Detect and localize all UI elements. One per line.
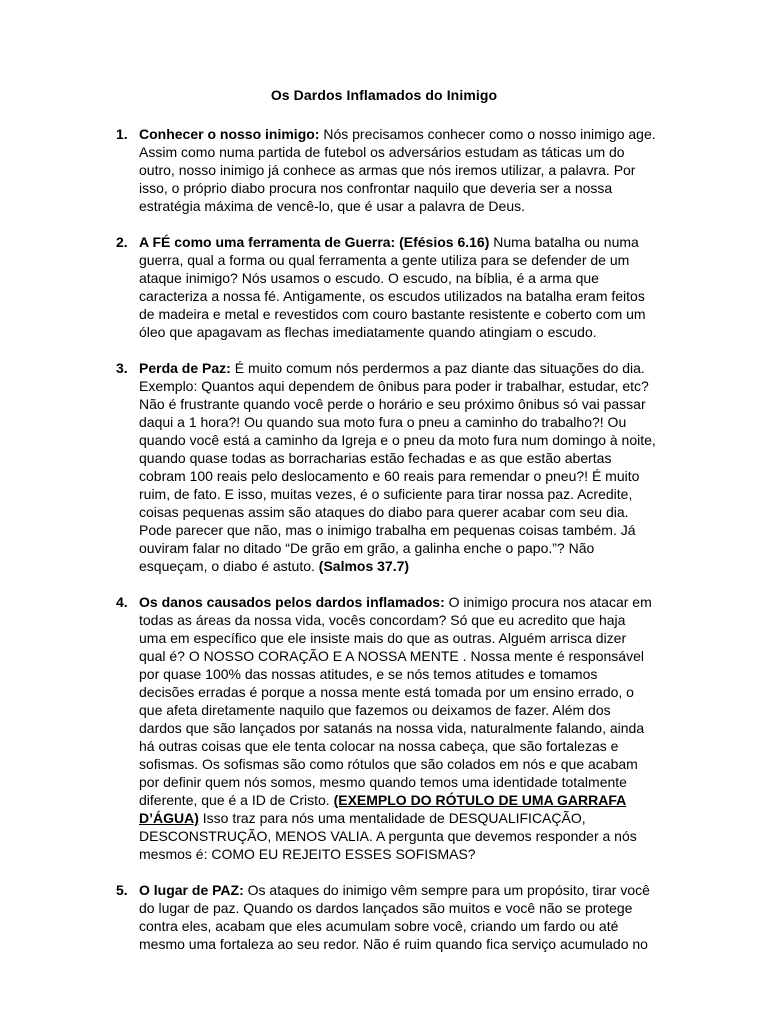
list-number: 5. [116,882,128,898]
underlined-example: (EXEMPLO DO RÓTULO DE UMA GARRAFA D’ÁGUA) [139,792,627,826]
list-item [0,125,768,215]
item-body: É muito comum nós perdermos a paz diante das situações do dia. Exemplo: Quantos aqui dependem de ônibus para poder ir trabalhar, estudar, etc? Não é frustrante quando você perde o horário e seu próximo ônibus só vai passar daqui a 1 hora?! Ou quando sua moto fura o pneu a caminho do trabalho?! Ou quando você está a caminho da Igreja e o pneu da moto fura num domingo à noite, quando quase todas as borracharias estão fechadas e as que estão abertas cobram 100 reais pelo deslocamento e 60 reais para remendar o pneu?! É muito ruim, de fato. E isso, muitas vezes, é o suficiente para tirar nossa paz. Acredite, coisas pequenas assim são ataques do diabo para querer acabar com seu dia. Pode parecer que não, mas o inimigo trabalha em pequenas coisas também. Já ouviram falar no ditado “De grão em grão, a galinha enche o papo.”? Não esqueçam, o diabo é astuto. [139,360,656,574]
item-heading: A FÉ como uma ferramenta de Guerra: (Efésios 6.16) [139,234,490,250]
item-body-continued: Isso traz para nós uma mentalidade de DESQUALIFICAÇÃO, DESCONSTRUÇÃO, MENOS VALIA. A pergunta que devemos responder a nós mesmos é: COMO EU REJEITO ESSES SOFISMAS? [139,810,637,862]
list-number: 2. [116,234,128,250]
item-heading: Perda de Paz: [139,360,231,376]
list-number: 3. [116,360,128,376]
list-number: 4. [116,594,128,610]
item-heading: Conhecer o nosso inimigo: [139,126,320,142]
item-body: Numa batalha ou numa guerra, qual a forma ou qual ferramenta a gente utiliza para se defender de um ataque inimigo? Nós usamos o escudo. O escudo, na bíblia, é a arma que caracteriza a nossa fé. Antigamente, os escudos utilizados na batalha eram feitos de madeira e metal e revestidos com couro bastante resistente e coberto com um óleo que apagavam as flechas imediatamente quando atingiam o escudo. [139,234,646,340]
list-item [0,593,768,863]
item-heading: Os danos causados pelos dardos inflamados: [139,594,445,610]
item-body: O inimigo procura nos atacar em todas as áreas da nossa vida, vocês concordam? Só que eu acredito que haja uma em específico que ele insiste mais do que as outras. Alguém arrisca dizer qual é? O NOSSO CORAÇÃO E A NOSSA MENTE . Nossa mente é responsável por quase 100% das nossas atitudes, e se nós temos atitudes e tomamos decisões erradas é porque a nossa mente está tomada por um ensino errado, o que afeta diretamente naquilo que fazemos ou deixamos de fazer. Além dos dardos que são lançados por satanás na nossa vida, naturalmente falando, ainda há outras coisas que ele tenta colocar na nossa cabeça, que são fortalezas e sofismas. Os sofismas são como rótulos que são colados em nós e que acabam por definir quem nós somos, mesmo quando temos uma identidade totalmente diferente, que é a ID de Cristo. [139,594,652,808]
item-body: Os ataques do inimigo vêm sempre para um propósito, tirar você do lugar de paz. Quando os dardos lançados são muitos e você não se protege contra eles, acabam que eles acumulam sobre você, criando um fardo ou até mesmo uma fortaleza ao seu redor. Não é ruim quando fica serviço acumulado no [139,882,650,952]
item-body: Nós precisamos conhecer como o nosso inimigo age. Assim como numa partida de futebol os adversários estudam as táticas um do outro, nosso inimigo já conhece as armas que nós iremos utilizar, a palavra. Por isso, o próprio diabo procura nos confrontar naquilo que deveria ser a nossa estratégia máxima de vencê-lo, que é usar a palavra de Deus. [139,126,656,214]
list-item [0,233,768,341]
list-item [0,881,768,953]
numbered-list [0,125,768,953]
list-item [0,359,768,575]
item-heading: O lugar de PAZ: [139,882,244,898]
document-title: Os Dardos Inflamados do Inimigo [270,87,498,103]
list-number: 1. [116,126,128,142]
bible-reference: (Salmos 37.7) [318,558,410,574]
